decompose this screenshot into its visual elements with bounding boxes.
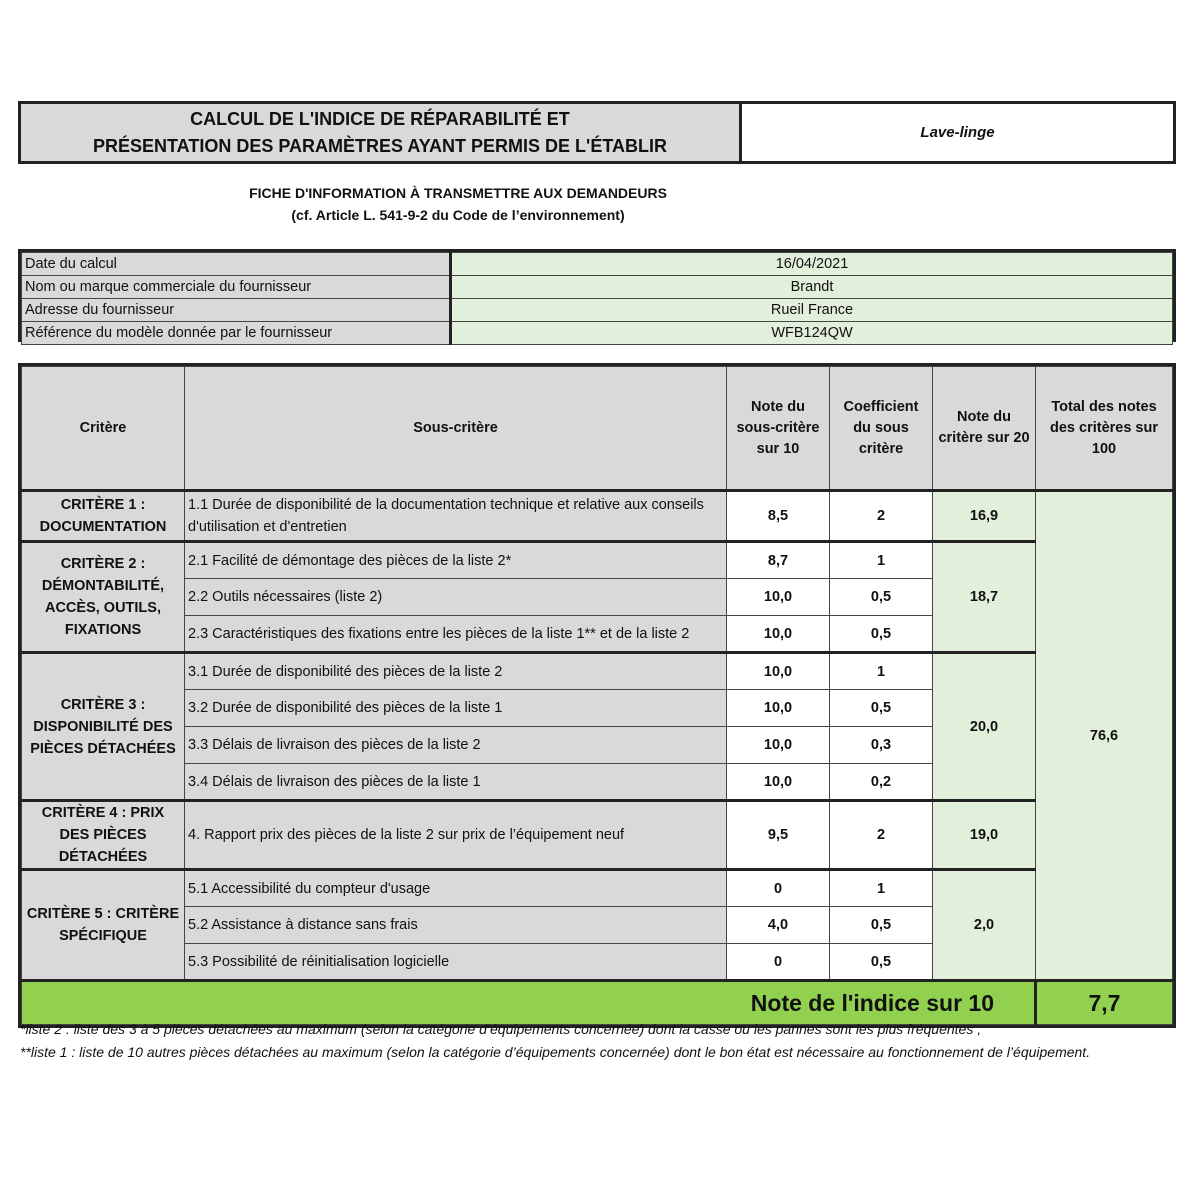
criterion-5-name: CRITÈRE 5 : CRITÈRE SPÉCIFIQUE	[22, 870, 185, 981]
info-label: Adresse du fournisseur	[22, 299, 451, 322]
info-value: WFB124QW	[451, 322, 1173, 345]
table-row	[22, 653, 1173, 690]
subcriterion-label: 5.3 Possibilité de réinitialisation logicielle	[185, 944, 727, 981]
header-note-sub: Note du sous-critère sur 10	[727, 367, 830, 491]
table-header-row	[22, 367, 1173, 491]
subcriterion-label: 3.4 Délais de livraison des pièces de la liste 1	[185, 764, 727, 801]
subcriterion-label: 1.1 Durée de disponibilité de la documentation technique et relative aux conseils d'utilisation et d'entretien	[185, 491, 727, 542]
criterion-1-name: CRITÈRE 1 : DOCUMENTATION	[22, 491, 185, 542]
subcriterion-note: 4,0	[727, 907, 830, 944]
subtitle-line2: (cf. Article L. 541-9-2 du Code de l’environnement)	[291, 207, 625, 223]
table-row	[22, 870, 1173, 907]
subcriterion-label: 3.2 Durée de disponibilité des pièces de la liste 1	[185, 690, 727, 727]
subcriterion-label: 3.3 Délais de livraison des pièces de la liste 2	[185, 727, 727, 764]
criterion-3-name: CRITÈRE 3 : DISPONIBILITÉ DES PIÈCES DÉTACHÉES	[22, 653, 185, 801]
product-type: Lave-linge	[920, 124, 995, 141]
info-value: Brandt	[451, 276, 1173, 299]
subcriterion-label: 5.2 Assistance à distance sans frais	[185, 907, 727, 944]
total-score: 76,6	[1036, 491, 1173, 981]
info-row-brand	[22, 276, 1173, 299]
criterion-2-name: CRITÈRE 2 : DÉMONTABILITÉ, ACCÈS, OUTILS, FIXATIONS	[22, 542, 185, 653]
supplier-info-table	[18, 249, 1176, 342]
subcriterion-label: 2.2 Outils nécessaires (liste 2)	[185, 579, 727, 616]
info-value: 16/04/2021	[451, 253, 1173, 276]
subcriterion-note: 8,5	[727, 491, 830, 542]
subcriterion-coef: 0,5	[830, 579, 933, 616]
criterion-4-score: 19,0	[933, 801, 1036, 870]
criterion-4-name: CRITÈRE 4 : PRIX DES PIÈCES DÉTACHÉES	[22, 801, 185, 870]
info-row-address	[22, 299, 1173, 322]
subcriterion-coef: 0,5	[830, 616, 933, 653]
subcriterion-coef: 0,3	[830, 727, 933, 764]
table-row	[22, 491, 1173, 542]
header-note-crit: Note du critère sur 20	[933, 367, 1036, 491]
subcriterion-coef: 0,5	[830, 944, 933, 981]
criterion-2-score: 18,7	[933, 542, 1036, 653]
info-row-model	[22, 322, 1173, 345]
subcriterion-note: 9,5	[727, 801, 830, 870]
subcriterion-coef: 1	[830, 870, 933, 907]
info-label: Nom ou marque commerciale du fournisseur	[22, 276, 451, 299]
subcriterion-coef: 0,2	[830, 764, 933, 801]
subcriterion-note: 0	[727, 870, 830, 907]
final-score-label: Note de l'indice sur 10	[22, 981, 1036, 1025]
subcriterion-label: 3.1 Durée de disponibilité des pièces de la liste 2	[185, 653, 727, 690]
subcriterion-coef: 0,5	[830, 690, 933, 727]
subcriterion-coef: 1	[830, 653, 933, 690]
header-subcriterion: Sous-critère	[185, 367, 727, 491]
subtitle-line1: FICHE D'INFORMATION À TRANSMETTRE AUX DEMANDEURS	[249, 185, 667, 201]
footnotes	[20, 1018, 1180, 1064]
subcriterion-label: 2.1 Facilité de démontage des pièces de la liste 2*	[185, 542, 727, 579]
subcriterion-note: 10,0	[727, 764, 830, 801]
subcriterion-coef: 0,5	[830, 907, 933, 944]
info-value: Rueil France	[451, 299, 1173, 322]
subcriterion-label: 2.3 Caractéristiques des fixations entre les pièces de la liste 1** et de la liste 2	[185, 616, 727, 653]
header-block	[18, 101, 1176, 164]
subcriterion-note: 8,7	[727, 542, 830, 579]
subcriterion-note: 10,0	[727, 727, 830, 764]
criterion-3-score: 20,0	[933, 653, 1036, 801]
table-row	[22, 801, 1173, 870]
header-title	[21, 104, 742, 161]
info-label: Référence du modèle donnée par le fournisseur	[22, 322, 451, 345]
table-row	[22, 542, 1173, 579]
subcriterion-label: 4. Rapport prix des pièces de la liste 2 sur prix de l’équipement neuf	[185, 801, 727, 870]
header-title-line2: PRÉSENTATION DES PARAMÈTRES AYANT PERMIS DE L'ÉTABLIR	[92, 135, 667, 156]
subcriterion-coef: 1	[830, 542, 933, 579]
subcriterion-note: 10,0	[727, 690, 830, 727]
final-score-value: 7,7	[1036, 981, 1173, 1025]
criterion-5-score: 2,0	[933, 870, 1036, 981]
info-row-date	[22, 253, 1173, 276]
header-criterion: Critère	[22, 367, 185, 491]
subcriterion-note: 0	[727, 944, 830, 981]
header-total: Total des notes des critères sur 100	[1036, 367, 1173, 491]
subcriterion-note: 10,0	[727, 579, 830, 616]
footnote-list1: **liste 1 : liste de 10 autres pièces détachées au maximum (selon la catégorie d’équipements concernée) dont le bon état est nécessaire au fonctionnement de l’équipement.	[20, 1044, 1091, 1060]
subcriterion-label: 5.1 Accessibilité du compteur d'usage	[185, 870, 727, 907]
subcriterion-coef: 2	[830, 801, 933, 870]
header-coef: Coefficient du sous critère	[830, 367, 933, 491]
footnote-list2: *liste 2 : liste des 3 à 5 pièces détachées au maximum (selon la catégorie d’équipements concernée) dont la casse ou les pannes sont les plus fréquentes ;	[20, 1021, 982, 1037]
header-title-line1: CALCUL DE L'INDICE DE RÉPARABILITÉ ET	[190, 108, 570, 129]
repairability-table	[18, 363, 1176, 1028]
subcriterion-coef: 2	[830, 491, 933, 542]
info-label: Date du calcul	[22, 253, 451, 276]
subcriterion-note: 10,0	[727, 616, 830, 653]
criterion-1-score: 16,9	[933, 491, 1036, 542]
subcriterion-note: 10,0	[727, 653, 830, 690]
